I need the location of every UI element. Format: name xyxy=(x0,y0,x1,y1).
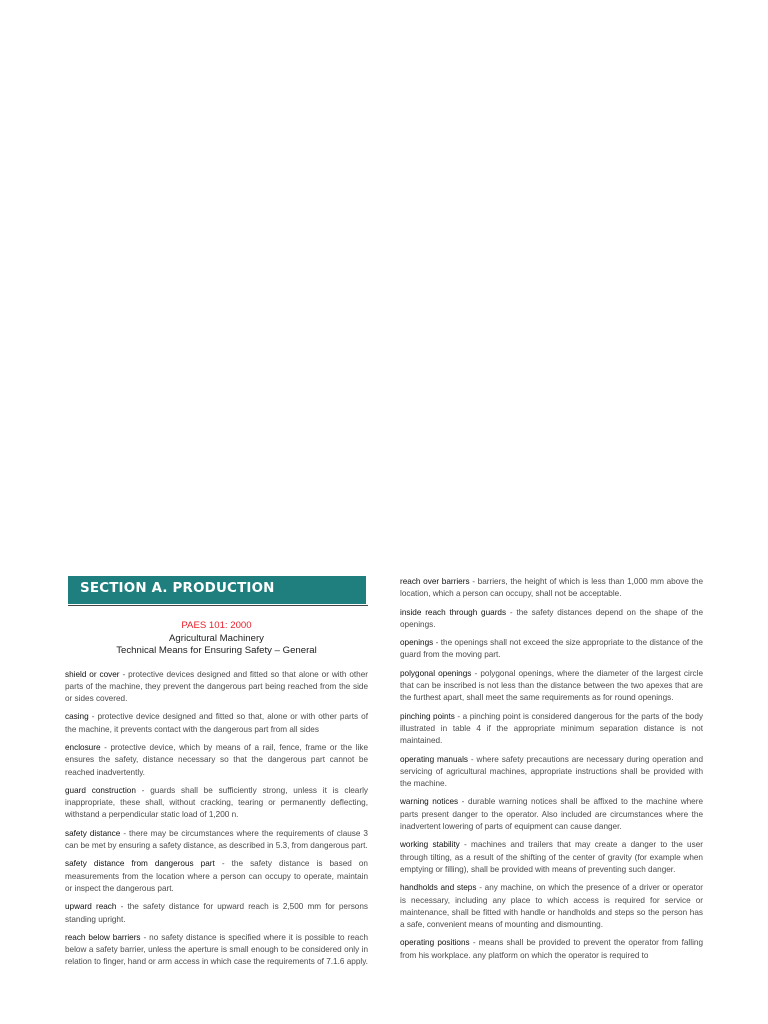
definition-entry: safety distance - there may be circumstances where the requirements of clause 3 can be met by ensuring a safety distance, as described in 5.3, from dangerous part. xyxy=(65,828,368,851)
definition-entry: pinching points - a pinching point is considered dangerous for the parts of the body illustrated in table 4 if the appropriate minimum separation distance is not maintained. xyxy=(400,711,703,746)
left-entry-list xyxy=(65,669,368,969)
standard-subtitle: Technical Means for Ensuring Safety – General xyxy=(116,645,317,656)
standard-code: PAES 101: 2000 xyxy=(181,620,252,631)
definition-text: a pinching point is considered dangerous for the parts of the body illustrated in table 4 if the appropriate minimum separation distance is not maintained. xyxy=(400,711,703,746)
definition-text: durable warning notices shall be affixed to the machine where parts present danger to the operator. Also included are circumstances where the inadvertent lowering of parts of equipment can cause danger. xyxy=(400,797,704,832)
definition-entry: upward reach - the safety distance for upward reach is 2,500 mm for persons standing upright. xyxy=(65,902,369,924)
definition-text: any machine, on which the presence of a driver or operator is necessary, including any place to which access is required for service or maintenance, shall be fitted with handle or handholds and steps so the person has a safe, convenient means of mounting and dismounting. xyxy=(400,883,703,930)
definition-term: upward reach xyxy=(65,902,117,912)
definition-entry: guard construction - guards shall be sufficiently strong, unless it is clearly inappropriate, these shall, without cracking, tearing or permanently deflecting, withstand a perpendicular static load of 1,200 n. xyxy=(65,785,369,820)
definition-entry: warning notices - durable warning notices shall be affixed to the machine where parts present danger to the operator. Also included are circumstances where the inadvertent lowering of parts of equipment can cause danger. xyxy=(400,797,704,832)
definition-text: the safety distance for upward reach is 2,500 mm for persons standing upright. xyxy=(65,902,369,924)
left-column xyxy=(65,576,368,975)
definition-text: there may be circumstances where the requirements of clause 3 can be met by ensuring a safety distance, as described in 5.3, from dangerous part. xyxy=(65,828,368,851)
definition-term: safety distance from dangerous part xyxy=(65,859,215,869)
definition-text: the safety distances depend on the shape of the openings. xyxy=(400,607,703,629)
definition-term: casing xyxy=(65,712,89,722)
definition-text: protective device designed and fitted so that, alone or with other parts of the machine, it prevents contact with the dangerous part from all sides xyxy=(65,712,369,734)
definition-term: shield or cover xyxy=(65,669,120,679)
definition-entry: casing - protective device designed and fitted so that, alone or with other parts of the machine, it prevents contact with the dangerous part from all sides xyxy=(65,712,369,734)
definition-term: guard construction xyxy=(65,785,136,795)
definition-entry: reach below barriers - no safety distance is specified where it is possible to reach below a safety barrier, unless the aperture is small enough to be considered only in relation to finger, hand or arm access in which case the requirements of 7.1.6 apply. xyxy=(65,932,368,967)
definition-term: reach below barriers xyxy=(65,932,141,942)
definition-entry: working stability - machines and trailers that may create a danger to the user through tilting, as a result of the shifting of the center of gravity (for example when emptying or filling), shall be provided with means of preventing such danger. xyxy=(400,840,703,874)
definition-term: working stability xyxy=(400,840,460,850)
definition-text: protective devices designed and fitted so that alone or with other parts of the machine, they prevent the dangerous part being reached from the side or sides covered. xyxy=(65,669,368,704)
definition-text: where safety precautions are necessary during operation and servicing of agricultural machines, appropriate instructions shall be provided with the machine. xyxy=(400,754,704,789)
definition-entry: openings - the openings shall not exceed the size appropriate to the distance of the guard from the moving part. xyxy=(400,638,703,660)
definition-entry: enclosure - protective device, which by means of a rail, fence, frame or the like ensures the safety, distance necessary so that the dangerous part cannot be reached inadvertently. xyxy=(65,742,368,777)
right-column xyxy=(400,576,703,968)
definition-term: safety distance xyxy=(65,828,121,838)
definition-term: openings xyxy=(400,638,434,648)
definition-term: enclosure xyxy=(65,742,101,752)
definition-entry: operating manuals - where safety precautions are necessary during operation and servicing of agricultural machines, appropriate instructions shall be provided with the machine. xyxy=(400,754,704,789)
definition-term: operating positions xyxy=(400,938,470,948)
definition-entry: operating positions - means shall be provided to prevent the operator from falling from his workplace. any platform on which the operator is required to xyxy=(400,938,703,960)
definition-text: machines and trailers that may create a danger to the user through tilting, as a result of the shifting of the center of gravity (for example when emptying or filling), shall be provided with means of preventing such danger. xyxy=(400,840,703,874)
definition-term: warning notices xyxy=(400,797,459,807)
definition-text: guards shall be sufficiently strong, unless it is clearly inappropriate, these shall, without cracking, tearing or permanently deflecting, withstand a perpendicular static load of 1,200 n. xyxy=(65,785,369,820)
definition-entry: inside reach through guards - the safety distances depend on the shape of the openings. xyxy=(400,607,703,629)
definition-entry: shield or cover - protective devices designed and fitted so that alone or with other parts of the machine, they prevent the dangerous part being reached from the side or sides covered. xyxy=(65,669,368,704)
definition-text: no safety distance is specified where it is possible to reach below a safety barrier, unless the aperture is small enough to be considered only in relation to finger, hand or arm access in which case the requirements of 7.1.6 apply. xyxy=(65,932,368,967)
definition-text: the openings shall not exceed the size appropriate to the distance of the guard from the moving part. xyxy=(400,638,703,660)
definition-text: protective device, which by means of a rail, fence, frame or the like ensures the safety, distance necessary so that the dangerous part cannot be reached inadvertently. xyxy=(65,742,368,777)
definition-text: means shall be provided to prevent the operator from falling from his workplace. any platform on which the operator is required to xyxy=(400,938,703,960)
definition-text: the safety distance is based on measurements from the location where a person can occupy to operate, maintain or inspect the dangerous part. xyxy=(65,859,368,893)
definition-text: polygonal openings, where the diameter of the largest circle that can be inscribed is not less than the distance between the two apexes that are the furthest apart, shall meet the same requirements as for round openings. xyxy=(400,668,704,703)
definition-entry: handholds and steps - any machine, on which the presence of a driver or operator is necessary, including any place to which access is required for service or maintenance, shall be fitted with handle or handholds and steps so the person has a safe, convenient means of mounting and dismounting. xyxy=(400,883,703,930)
definition-entry: polygonal openings - polygonal openings, where the diameter of the largest circle that can be inscribed is not less than the distance between the two apexes that are the furthest apart, shall meet the same requirements as for round openings. xyxy=(400,668,704,703)
definition-term: pinching points xyxy=(400,711,455,721)
section-title: SECTION A. PRODUCTION MACHINERY xyxy=(68,576,366,604)
right-entry-list xyxy=(400,576,703,962)
definition-entry: safety distance from dangerous part - the safety distance is based on measurements from the location where a person can occupy to operate, maintain or inspect the dangerous part. xyxy=(65,859,368,893)
definition-text: barriers, the height of which is less than 1,000 mm above the location, which a person can occupy, shall not be acceptable. xyxy=(400,577,703,599)
definition-term: polygonal openings xyxy=(400,668,472,678)
definition-term: operating manuals xyxy=(400,754,468,764)
standard-title: Agricultural Machinery xyxy=(169,632,264,644)
definition-term: inside reach through guards xyxy=(400,607,507,617)
definition-term: reach over barriers xyxy=(400,577,470,586)
definition-term: handholds and steps xyxy=(400,883,477,893)
definition-entry: reach over barriers - barriers, the height of which is less than 1,000 mm above the location, which a person can occupy, shall not be acceptable. xyxy=(400,577,703,599)
